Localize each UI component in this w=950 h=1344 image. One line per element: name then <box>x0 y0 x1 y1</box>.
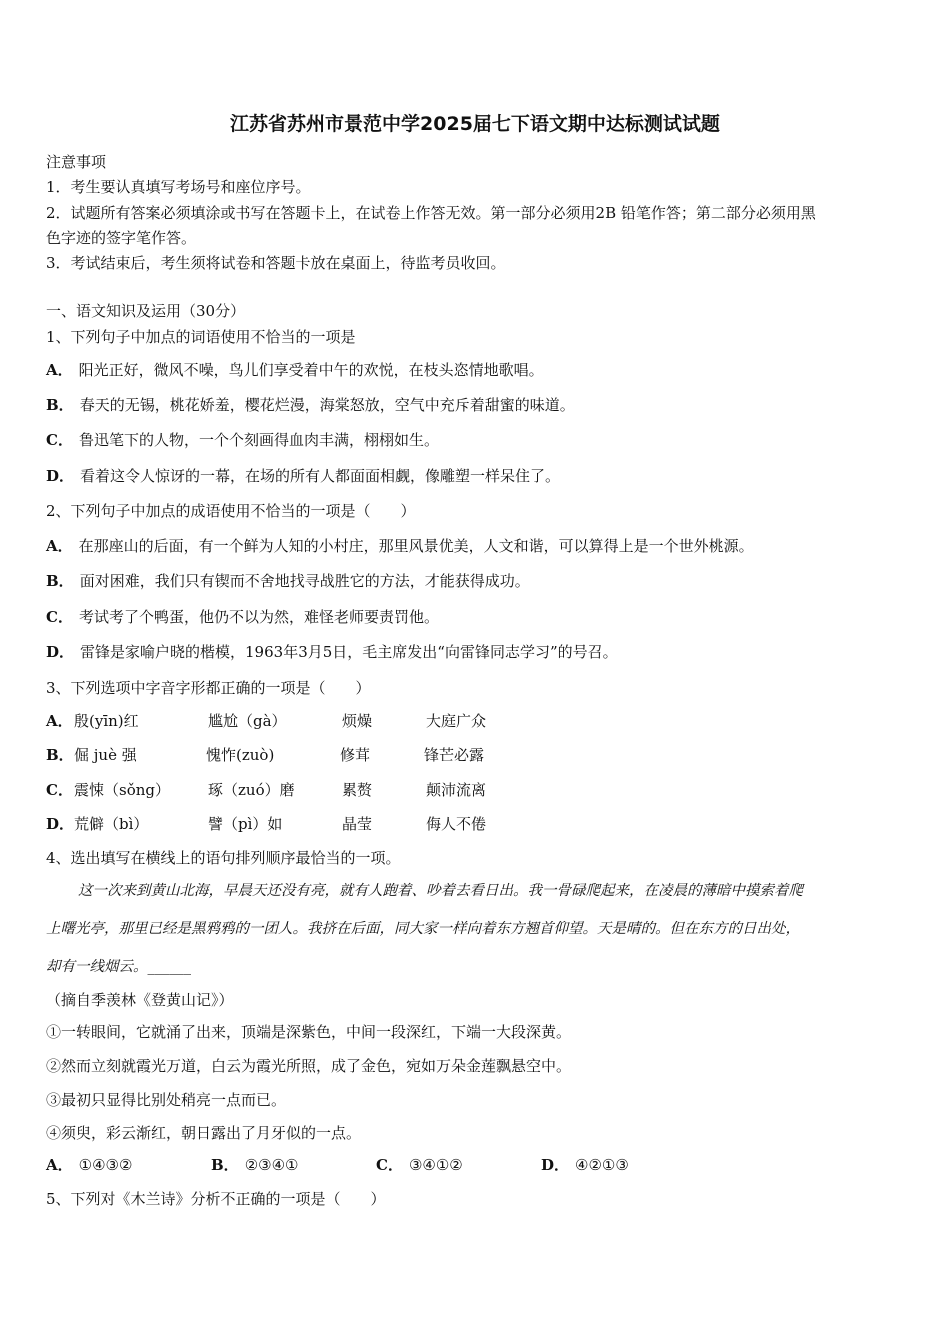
q1-option-c: C． 鲁迅笔下的人物，一个个刻画得血肉丰满，栩栩如生。 <box>46 431 439 449</box>
q3-option-c-col1: 震悚（sǒng） <box>74 781 170 799</box>
notice-item: 2．试题所有答案必须填涂或书写在答题卡上，在试卷上作答无效。第一部分必须用2B 铅笔作答；第二部分必须用黑 <box>46 204 816 222</box>
q3-option-c-col4: 颠沛流离 <box>426 781 487 799</box>
notice-item: 色字迹的签字笔作答。 <box>46 229 197 247</box>
q3-option-d-col2: 譬（pì）如 <box>208 815 283 833</box>
q4-answer-c: C． ③④①② <box>376 1156 463 1174</box>
q3-option-a-col1: 殷(yīn)红 <box>74 712 139 730</box>
q3-option-b-col2: 愧怍(zuò) <box>206 746 275 764</box>
q3-option-c-label: C． <box>46 781 73 799</box>
q4-answer-a: A． ①④③② <box>46 1156 133 1174</box>
q3-option-d-label: D． <box>46 815 75 833</box>
q3-option-d-col4: 侮人不倦 <box>426 815 487 833</box>
notice-item: 1．考生要认真填写考场号和座位序号。 <box>46 178 311 196</box>
q4-answer-b: B． ②③④① <box>211 1156 299 1174</box>
page-title: 江苏省苏州市景范中学2025届七下语文期中达标测试试题 <box>230 113 720 135</box>
q4-answer-d: D． ④②①③ <box>541 1156 629 1174</box>
q3-option-c-col2: 琢（zuó）磨 <box>208 781 295 799</box>
q3-option-a-col2: 尴尬（gà） <box>208 712 287 730</box>
q1-option-d: D． 看着这令人惊讶的一幕，在场的所有人都面面相觑，像雕塑一样呆住了。 <box>46 467 561 485</box>
question-4-stem: 4、选出填写在横线上的语句排列顺序最恰当的一项。 <box>46 849 401 867</box>
question-5-stem: 5、下列对《木兰诗》分析不正确的一项是（ ） <box>46 1190 386 1208</box>
q2-option-d: D． 雷锋是家喻户晓的楷模，1963年3月5日，毛主席发出“向雷锋同志学习”的号召。 <box>46 643 618 661</box>
q4-passage-line: 这一次来到黄山北海，早晨天还没有亮，就有人跑着、吵着去看日出。我一骨碌爬起来，在凌晨的薄暗中摸索着爬 <box>78 883 803 899</box>
q2-option-c: C． 考试考了个鸭蛋，他仍不以为然，难怪老师要责罚他。 <box>46 608 439 626</box>
notice-item: 3．考试结束后，考生须将试卷和答题卡放在桌面上，待监考员收回。 <box>46 254 506 272</box>
q3-option-b-col1: 倔 juè 强 <box>74 746 137 764</box>
q1-option-a: A． 阳光正好，微风不噪，鸟儿们享受着中午的欢悦，在枝头恣情地歌唱。 <box>46 361 544 379</box>
q3-option-a-col3: 烦燥 <box>342 712 373 730</box>
q2-option-a: A． 在那座山的后面，有一个鲜为人知的小村庄，那里风景优美，人文和谐，可以算得上是一个世外桃源。 <box>46 537 754 555</box>
q4-item: ④须臾，彩云渐红，朝日露出了月牙似的一点。 <box>46 1124 362 1142</box>
q3-option-a-col4: 大庭广众 <box>426 712 487 730</box>
question-3-stem: 3、下列选项中字音字形都正确的一项是（ ） <box>46 679 371 697</box>
question-2-stem: 2、下列句子中加点的成语使用不恰当的一项是（ ） <box>46 502 416 520</box>
q3-option-a-label: A． <box>46 712 73 730</box>
q4-passage-line: 上曙光亭，那里已经是黑鸦鸦的一团人。我挤在后面，同大家一样向着东方翘首仰望。天是晴的。但在东方的日出处， <box>46 921 800 937</box>
q3-option-b-label: B． <box>46 746 74 764</box>
section-heading: 一、语文知识及运用（30分） <box>46 302 246 320</box>
q4-item: ①一转眼间，它就涌了出来，顶端是深紫色，中间一段深红，下端一大段深黄。 <box>46 1023 572 1041</box>
q3-option-b-col3: 修茸 <box>340 746 371 764</box>
q3-option-d-col1: 荒僻（bì） <box>74 815 149 833</box>
q1-option-b: B． 春天的无锡，桃花娇羞，樱花烂漫，海棠怒放，空气中充斥着甜蜜的味道。 <box>46 396 575 414</box>
q3-option-d-col3: 晶莹 <box>342 815 373 833</box>
q4-item: ③最初只显得比别处稍亮一点而已。 <box>46 1091 287 1109</box>
q4-passage-line: 却有一线烟云。______ <box>46 959 191 975</box>
q4-item: ②然而立刻就霞光万道，白云为霞光所照，成了金色，宛如万朵金莲飘悬空中。 <box>46 1057 572 1075</box>
notice-heading: 注意事项 <box>46 153 107 171</box>
question-1-stem: 1、下列句子中加点的词语使用不恰当的一项是 <box>46 328 356 346</box>
q3-option-b-col4: 锋芒必露 <box>424 746 485 764</box>
q2-option-b: B． 面对困难，我们只有锲而不舍地找寻战胜它的方法，才能获得成功。 <box>46 572 530 590</box>
q4-source: （摘自季羡林《登黄山记》） <box>46 991 234 1009</box>
q3-option-c-col3: 累赘 <box>342 781 373 799</box>
